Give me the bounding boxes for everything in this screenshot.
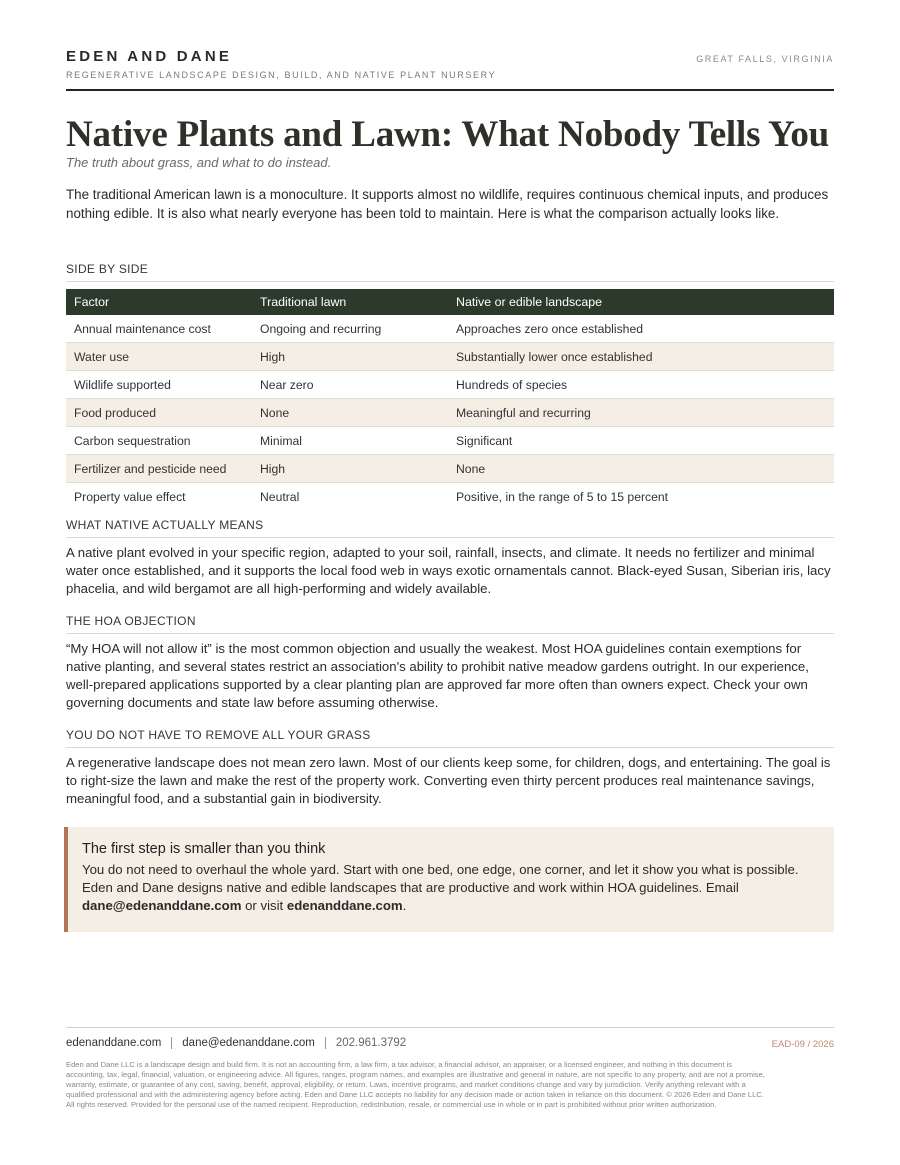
table-cell: Ongoing and recurring <box>252 315 448 343</box>
column-header-traditional-lawn: Traditional lawn <box>252 289 448 315</box>
table-header-row <box>66 289 834 315</box>
table-cell: Substantially lower once established <box>448 343 834 371</box>
table-row <box>66 371 834 399</box>
table-row <box>66 343 834 371</box>
table-cell: Wildlife supported <box>66 371 252 399</box>
location-label: GREAT FALLS, VIRGINIA <box>696 54 834 64</box>
grass-paragraph: A regenerative landscape does not mean zero lawn. Most of our clients keep some, for children, dogs, and entertaining. The goal is to right-size the lawn and make the rest of the property work. Converting even thirty percent produces real maintenance savings, meaningful food, and a substantial gain in biodiversity. <box>66 755 831 806</box>
table-cell: Food produced <box>66 399 252 427</box>
table-cell: Significant <box>448 427 834 455</box>
section-heading-grass: YOU DO NOT HAVE TO REMOVE ALL YOUR GRASS <box>66 728 834 748</box>
footer <box>66 1027 834 1110</box>
page-subtitle: The truth about grass, and what to do instead. <box>66 155 332 170</box>
footer-divider <box>171 1037 172 1049</box>
footer-phone: 202.961.3792 <box>335 1037 407 1050</box>
footer-email-link[interactable]: dane@edenanddane.com <box>182 1037 315 1050</box>
legal-disclaimer: Eden and Dane LLC is a landscape design and build firm. It is not an accounting firm, a law firm, a tax advisor, a financial advisor, an appraiser, or a licensed engineer, and nothing in this document is accounting, tax, legal, financial, valuation, or engineering advice. All figures, ranges, program names, and examples are illustrative and general in nature, are not specific to any property, and are not a promise, warranty, estimate, or guarantee of any cost, saving, benefit, approval, eligibility, or return. Laws, incentive programs, and market conditions change and vary by jurisdiction. Verify anything relevant with a qualified professional and with the administering agency before acting. Eden and Dane LLC accepts no liability for any decision made or action taken in reliance on this document. © 2026 Eden and Dane LLC. All rights reserved. Provided for the personal use of the named recipient. Reproduction, redistribution, resale, or commercial use in whole or in part is prohibited without prior written authorization. <box>66 1060 765 1109</box>
table-cell: Annual maintenance cost <box>66 315 252 343</box>
hoa-paragraph: “My HOA will not allow it” is the most common objection and usually the weakest. Most HOA guidelines contain exemptions for native planting, and several states restrict an association's ability to prohibit native meadow gardens outright. In our experience, well-prepared applications supported by a clear planting plan are approved far more often than owners expect. Check your own governing documents and state law before assuming otherwise. <box>66 641 809 710</box>
table-cell: Near zero <box>252 371 448 399</box>
column-header-native-landscape: Native or edible landscape <box>448 289 834 315</box>
section-heading-hoa: THE HOA OBJECTION <box>66 614 834 634</box>
callout-website-link[interactable]: edenanddane.com <box>286 898 403 913</box>
callout-text <box>82 861 820 915</box>
section-heading-side-by-side: SIDE BY SIDE <box>66 262 834 282</box>
footer-divider <box>325 1037 326 1049</box>
native-paragraph: A native plant evolved in your specific region, adapted to your soil, rainfall, insects, and climate. It needs no fertilizer and minimal water once established, and it supports the local food web in ways exotic ornamentals cannot. Black-eyed Susan, Siberian iris, lacy phacelia, and wild bergamot are all high-performing and widely available. <box>66 545 831 596</box>
table-cell: Approaches zero once established <box>448 315 834 343</box>
footer-contact-row <box>66 1037 834 1053</box>
intro-paragraph: The traditional American lawn is a monoculture. It supports almost no wildlife, requires continuous chemical inputs, and produces nothing edible. It is also what nearly everyone has been told to maintain. Here is what the comparison actually looks like. <box>66 187 829 221</box>
table-cell: Water use <box>66 343 252 371</box>
callout-title: The first step is smaller than you think <box>82 841 326 857</box>
column-header-factor: Factor <box>66 289 252 315</box>
table-cell: Positive, in the range of 5 to 15 percent <box>456 489 669 504</box>
footer-website-link[interactable]: edenanddane.com <box>66 1037 162 1050</box>
table-cell: None <box>252 399 448 427</box>
table-row <box>66 315 834 343</box>
table-row <box>66 427 834 455</box>
document-code: EAD-09 / 2026 <box>771 1039 834 1050</box>
callout-email-link[interactable]: dane@edenanddane.com <box>82 898 242 913</box>
callout-box <box>64 827 834 932</box>
table-cell: Carbon sequestration <box>66 427 252 455</box>
page-title: Native Plants and Lawn: What Nobody Tells You <box>66 114 830 155</box>
table-cell: Neutral <box>260 489 300 504</box>
brand-name: EDEN AND DANE <box>66 48 233 65</box>
section-heading-native: WHAT NATIVE ACTUALLY MEANS <box>66 518 834 538</box>
table-cell: Hundreds of species <box>448 371 834 399</box>
table-row <box>66 483 834 511</box>
table-cell: High <box>252 343 448 371</box>
callout-text-part: . <box>402 898 407 913</box>
table-cell: Minimal <box>252 427 448 455</box>
table-row <box>66 399 834 427</box>
brand-tagline: REGENERATIVE LANDSCAPE DESIGN, BUILD, AND NATIVE PLANT NURSERY <box>66 70 497 80</box>
table-cell: Property value effect <box>74 489 186 504</box>
callout-text-part: or visit <box>241 898 287 913</box>
table-cell: None <box>448 455 834 483</box>
callout-text-part: You do not need to overhaul the whole yard. Start with one bed, one edge, one corner, and let it show you what is possible. Eden and Dane designs native and edible landscapes that are productive and work within HOA guidelines. Email <box>82 862 799 895</box>
table-cell: High <box>252 455 448 483</box>
table-cell: Fertilizer and pesticide need <box>66 455 252 483</box>
masthead <box>66 48 834 91</box>
comparison-table <box>66 289 834 510</box>
table-row <box>66 455 834 483</box>
table-cell: Meaningful and recurring <box>448 399 834 427</box>
